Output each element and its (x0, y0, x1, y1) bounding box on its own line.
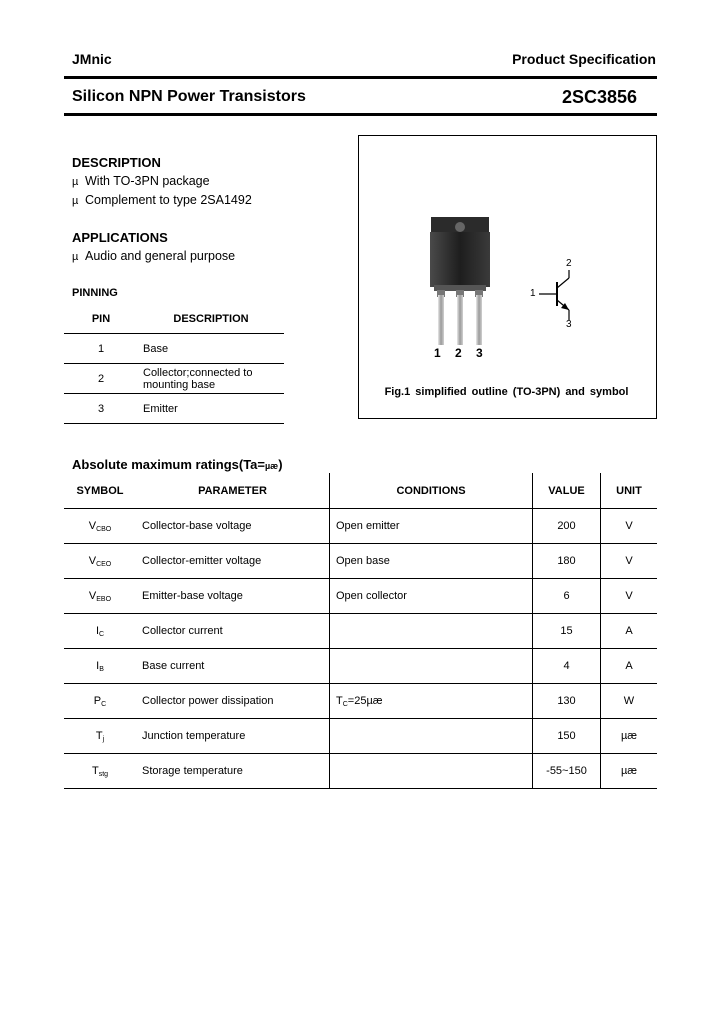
rating-unit: A (601, 614, 658, 649)
rating-condition (330, 614, 533, 649)
package-body (430, 232, 490, 287)
rating-condition (330, 719, 533, 754)
rating-condition (330, 754, 533, 789)
description-heading: DESCRIPTION (72, 155, 161, 170)
bullet-mark: µ (72, 251, 79, 263)
package-pin-label: 3 (476, 346, 483, 360)
rating-value: 130 (533, 684, 601, 719)
rating-symbol: $V_{CBO}$ (64, 509, 136, 544)
part-number: 2SC3856 (561, 87, 637, 107)
figure-caption: Fig.1 simplified outline (TO-3PN) and symbol (384, 386, 629, 398)
rating-parameter: Storage temperature (136, 754, 330, 789)
rating-value: 4 (533, 649, 601, 684)
rating-condition: Open emitter (330, 509, 533, 544)
rating-symbol: $P_C$ (64, 684, 136, 719)
table-row (64, 509, 657, 544)
rating-symbol: $V_{EBO}$ (64, 579, 136, 614)
symbol-base-pin: 1 (530, 288, 536, 299)
parameter-column-header: PARAMETER (136, 473, 330, 509)
rating-value: 15 (533, 614, 601, 649)
table-row (64, 684, 657, 719)
table-row (64, 364, 284, 394)
table-row (64, 544, 657, 579)
pin-description: Collector;connected to mounting base (138, 364, 284, 394)
pin-column-header: PIN (64, 305, 138, 334)
header-divider (64, 76, 657, 79)
table-row (64, 579, 657, 614)
ratings-table (64, 473, 657, 789)
rating-condition (330, 649, 533, 684)
applications-item (72, 249, 235, 263)
rating-unit: A (601, 649, 658, 684)
package-pin-label: 2 (455, 346, 462, 360)
pinning-heading: PINNING (72, 287, 118, 299)
pin-number: 3 (64, 394, 138, 424)
product-line-title: Silicon NPN Power Transistors (72, 88, 306, 105)
rating-value: 200 (533, 509, 601, 544)
table-row (64, 754, 657, 789)
rating-condition: Open base (330, 544, 533, 579)
rating-unit: V (601, 544, 658, 579)
description-item-text: Complement to type 2SA1492 (85, 193, 252, 207)
applications-heading: APPLICATIONS (72, 230, 168, 245)
rating-parameter: Collector-emitter voltage (136, 544, 330, 579)
rating-symbol: $T_j$ (64, 719, 136, 754)
rating-parameter: Base current (136, 649, 330, 684)
rating-unit: µæ (601, 754, 658, 789)
pin-description: Emitter (138, 394, 284, 424)
rating-condition: Open collector (330, 579, 533, 614)
rating-parameter: Junction temperature (136, 719, 330, 754)
table-row (64, 334, 284, 364)
description-item-text: With TO-3PN package (85, 174, 210, 188)
pin-description-column-header: DESCRIPTION (138, 305, 284, 334)
lead-2 (457, 295, 463, 345)
applications-item-text: Audio and general purpose (85, 249, 236, 263)
unit-column-header: UNIT (601, 473, 658, 509)
symbol-column-header: SYMBOL (64, 473, 136, 509)
lead-3 (476, 295, 482, 345)
to3pn-package-drawing (425, 217, 495, 347)
pin-number: 1 (64, 334, 138, 364)
bullet-mark: µ (72, 195, 79, 207)
conditions-column-header: CONDITIONS (330, 473, 533, 509)
description-item (72, 193, 252, 207)
rating-value: 150 (533, 719, 601, 754)
value-column-header: VALUE (533, 473, 601, 509)
package-pin-label: 1 (434, 346, 441, 360)
description-item (72, 174, 210, 188)
rating-parameter: Collector current (136, 614, 330, 649)
rating-condition: $T_C=25\mu æ$ (330, 684, 533, 719)
rating-symbol: $I_C$ (64, 614, 136, 649)
lead-1 (438, 295, 444, 345)
table-row (64, 649, 657, 684)
table-row (64, 719, 657, 754)
rating-parameter: Collector-base voltage (136, 509, 330, 544)
bullet-mark: µ (72, 176, 79, 188)
title-divider (64, 113, 657, 116)
mounting-hole (455, 222, 465, 232)
rating-value: 6 (533, 579, 601, 614)
brand-name: JMnic (72, 51, 112, 67)
rating-value: 180 (533, 544, 601, 579)
pin-description: Base (138, 334, 284, 364)
rating-unit: V (601, 579, 658, 614)
symbol-collector-pin: 2 (566, 258, 572, 269)
rating-symbol: $V_{CEO}$ (64, 544, 136, 579)
symbol-emitter-pin: 3 (566, 319, 572, 330)
rating-unit: V (601, 509, 658, 544)
ratings-heading: Absolute maximum ratings(Ta=µæ) (72, 457, 283, 472)
document-type: Product Specification (512, 51, 656, 67)
table-row (64, 394, 284, 424)
rating-value: -55~150 (533, 754, 601, 789)
figure-box (358, 135, 657, 419)
rating-parameter: Emitter-base voltage (136, 579, 330, 614)
pin-number: 2 (64, 364, 138, 394)
rating-unit: µæ (601, 719, 658, 754)
pinning-table (64, 305, 284, 424)
rating-symbol: $I_B$ (64, 649, 136, 684)
rating-symbol: $T_{stg}$ (64, 754, 136, 789)
npn-transistor-symbol (535, 268, 585, 324)
table-row (64, 614, 657, 649)
rating-parameter: Collector power dissipation (136, 684, 330, 719)
rating-unit: W (601, 684, 658, 719)
